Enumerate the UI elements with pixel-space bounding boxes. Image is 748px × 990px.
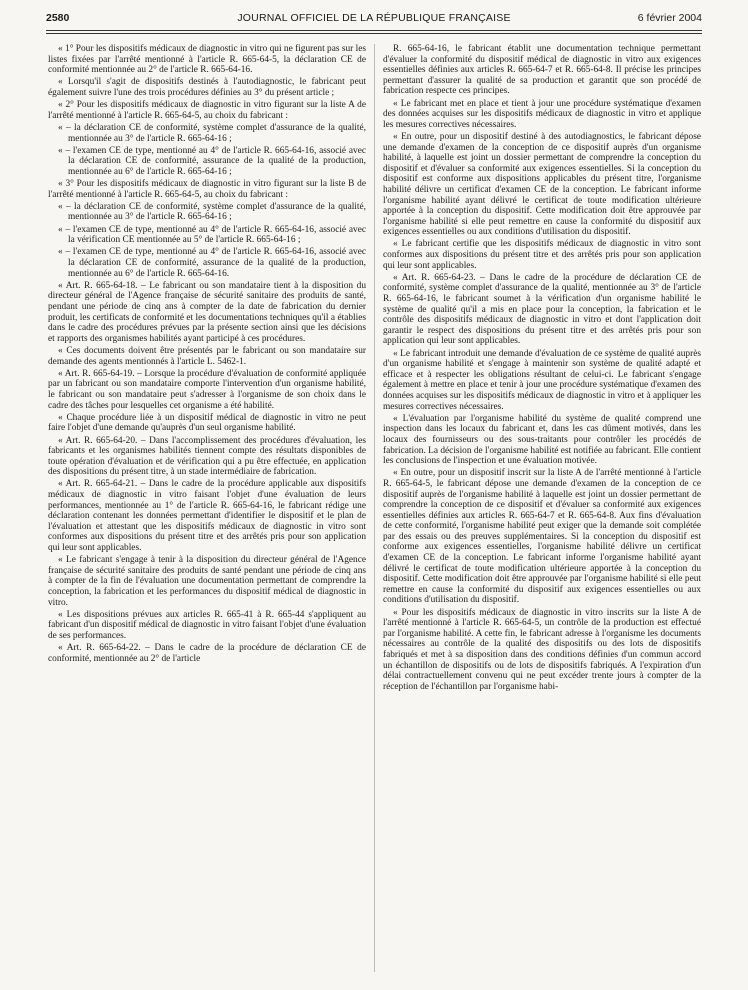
column-divider xyxy=(374,44,375,972)
header-rule-double xyxy=(46,33,702,34)
paragraph: « En outre, pour un dispositif destiné à des autodiagnostics, le fabricant dépose une demande d'examen de la conception de ce dispositif auprès d'un organisme habilité, à laquelle est joint un dossier permettant de comprendre la conception du dispositif et d'évaluer sa conformité aux exigences essentielles. Si la conception du dispositif est conforme aux dispositions applicables du présent titre, l'organisme habilité délivre un certificat d'examen CE de la conception. Le fabricant informe l'organisme habilité ayant délivré le certificat de toute modification ultérieure apportée à la conception du dispositif. Cette modification doit être approuvée par l'organisme habilité si elle peut remettre en cause la conformité du dispositif aux exigences essentielles ou aux conditions d'utilisation du dispositif. xyxy=(383,131,701,238)
paragraph: « 1° Pour les dispositifs médicaux de diagnostic in vitro qui ne figurent pas sur les listes fixées par l'arrêté mentionné à l'article R. 665-64-5, la déclaration CE de conformité mentionnée au 2° de l'article R. 665-64-16. xyxy=(48,44,366,76)
list-item: « – l'examen CE de type, mentionné au 4° de l'article R. 665-64-16, associé avec la déclaration CE de conformité, assurance de la qualité de la production, mentionnée au 6° de l'article R. 665-64-16 ; xyxy=(58,145,366,177)
page-header xyxy=(46,12,702,28)
paragraph: R. 665-64-16, le fabricant établit une documentation technique permettant d'évaluer la conformité du dispositif médical de diagnostic in vitro aux exigences essentielles définies aux articles R. 665-64-7 et R. 665-64-8. Il précise les principes permettant d'assurer la qualité de sa production et garantit que son procédé de fabrication respecte ces principes. xyxy=(383,44,701,97)
paragraph: « En outre, pour un dispositif inscrit sur la liste A de l'arrêté mentionné à l'article R. 665-64-5, le fabricant dépose une demande d'examen de la conception de ce dispositif auprès de l'organisme habilité à laquelle est joint un dossier permettant de comprendre la conception de ce dispositif et d'évaluer sa conformité aux exigences essentielles définies aux articles R. 665-64-7 et R. 665-64-8. Aux fins d'évaluation de cette conformité, l'organisme habilité peut exiger que la demande soit complétée par des essais ou des preuves supplémentaires. Si la conception du dispositif est conforme aux exigences essentielles, l'organisme habilité délivre un certificat d'examen CE de la conception. Le fabricant informe l'organisme habilité ayant délivré le certificat de toute modification ultérieure apportée à la conception du dispositif. Cette modification doit être approuvée par l'organisme habilité si elle peut remettre en cause la conformité du dispositif aux exigences essentielles ou aux conditions d'utilisation du dispositif. xyxy=(383,468,701,606)
paragraph: « Art. R. 665-64-18. – Le fabricant ou son mandataire tient à la disposition du directeur général de l'Agence française de sécurité sanitaire des produits de santé, pendant une période de cinq ans à compter de la date de fabrication du dernier produit, les certificats de conformité et les documentations techniques qu'il a établies dans le cadre des procédures prévues par la présente section ainsi que les décisions et rapports des organismes habilités ayant participé à ces procédures. xyxy=(48,280,366,344)
paragraph: « Les dispositions prévues aux articles R. 665-41 à R. 665-44 s'appliquent au fabricant d'un dispositif médical de diagnostic in vitro faisant l'objet d'une évaluation de ses performances. xyxy=(48,609,366,641)
publication-date: 6 février 2004 xyxy=(637,12,702,24)
list-item: « – l'examen CE de type, mentionné au 4° de l'article R. 665-64-16, associé avec la déclaration CE de conformité, assurance de la qualité de la production, mentionnée au 6° de l'article R. 665-64-16. xyxy=(58,247,366,279)
list-item: « – la déclaration CE de conformité, système complet d'assurance de la qualité, mentionnée au 3° de l'article R. 665-64-16 ; xyxy=(58,201,366,223)
right-column xyxy=(383,44,701,972)
paragraph: « Ces documents doivent être présentés par le fabricant ou son mandataire sur demande des agents mentionnés à l'article L. 5462-1. xyxy=(48,345,366,367)
paragraph: « Chaque procédure liée à un dispositif médical de diagnostic in vitro ne peut faire l'objet d'une demande qu'auprès d'un seul organisme habilité. xyxy=(48,412,366,434)
paragraph: « Art. R. 665-64-20. – Dans l'accomplissement des procédures d'évaluation, les fabricants et les organismes habilités tiennent compte des résultats disponibles de toute opération d'évaluation et de vérification qui a pu être effectuée, en application des dispositions du présent titre, à un stade intermédiaire de fabrication. xyxy=(48,435,366,478)
paragraph: « Art. R. 665-64-23. – Dans le cadre de la procédure de déclaration CE de conformité, système complet d'assurance de la qualité, mentionnée au 3° de l'article R. 665-64-16, le fabricant soumet à la vérification d'un organisme habilité le système de qualité qu'il a mis en place pour la conception, la fabrication et le contrôle des dispositifs médicaux de diagnostic in vitro et dont l'application doit garantir le respect des dispositions du présent titre et des arrêtés pris pour son application qui leur sont applicables. xyxy=(383,272,701,347)
list-item: « – l'examen CE de type, mentionné au 4° de l'article R. 665-64-16, associé avec la vérification CE mentionnée au 5° de l'article R. 665-64-16 ; xyxy=(58,224,366,246)
paragraph: « Art. R. 665-64-19. – Lorsque la procédure d'évaluation de conformité appliquée par un fabricant ou son mandataire comporte l'intervention d'un organisme habilité, le fabricant ou son mandataire peut s'adresser à l'organisme de son choix dans le cadre des tâches pour lesquelles cet organisme a été habilité. xyxy=(48,368,366,411)
paragraph: « Le fabricant introduit une demande d'évaluation de ce système de qualité auprès d'un organisme habilité et s'engage à maintenir son système de qualité adapté et efficace et à respecter les obligations résultant de celui-ci. Le fabricant s'engage également à mettre en place et tenir à jour une procédure systématique d'examen des données acquises sur les dispositifs médicaux de diagnostic in vitro et à appliquer les mesures correctives nécessaires. xyxy=(383,348,701,412)
journal-title: JOURNAL OFFICIEL DE LA RÉPUBLIQUE FRANÇAISE xyxy=(237,12,511,24)
header-rule xyxy=(46,30,702,31)
paragraph: « Pour les dispositifs médicaux de diagnostic in vitro inscrits sur la liste A de l'arrêté mentionné à l'article R. 665-64-5, un contrôle de la production est effectué par l'organisme habilité. A cette fin, le fabricant adresse à l'organisme les documents nécessaires au contrôle de la qualité des dispositifs ou des lots de dispositifs fabriqués et met à sa disposition dans des conditions définies d'un commun accord un échantillon de dispositifs ou de lots de dispositifs fabriqués. A l'expiration d'un délai contractuellement convenu qui ne peut excéder trente jours à compter de la réception de l'échantillon par l'organisme habi- xyxy=(383,607,701,692)
list-item: « – la déclaration CE de conformité, système complet d'assurance de la qualité, mentionnée au 3° de l'article R. 665-64-16 ; xyxy=(58,122,366,144)
paragraph: « Art. R. 665-64-21. – Dans le cadre de la procédure applicable aux dispositifs médicaux de diagnostic in vitro faisant l'objet d'une évaluation de leurs performances, mentionnée au 1° de l'article R. 665-64-16, le fabricant rédige une déclaration contenant les données permettant d'identifier le dispositif et le plan de l'évaluation et attestant que les dispositifs médicaux de diagnostic in vitro sont conformes aux dispositions du présent titre et des arrêtés pris pour son application qui leur sont applicables. xyxy=(48,479,366,554)
paragraph: « Le fabricant met en place et tient à jour une procédure systématique d'examen des données acquises sur les dispositifs médicaux de diagnostic in vitro et applique les mesures correctives nécessaires. xyxy=(383,98,701,130)
paragraph: « L'évaluation par l'organisme habilité du système de qualité comprend une inspection dans les locaux du fabricant et, dans les cas dûment motivés, dans les locaux des fournisseurs ou des sous-traitants pour contrôler les procédés de fabrication. La décision de l'organisme habilité est notifiée au fabricant. Elle contient les conclusions de l'inspection et une évaluation motivée. xyxy=(383,413,701,467)
paragraph: « Le fabricant certifie que les dispositifs médicaux de diagnostic in vitro sont conformes aux dispositions du présent titre et des arrêtés pris pour son application qui leur sont applicables. xyxy=(383,239,701,271)
paragraph: « Art. R. 665-64-22. – Dans le cadre de la procédure de déclaration CE de conformité, mentionnée au 2° de l'article xyxy=(48,643,366,664)
page-number: 2580 xyxy=(46,12,70,24)
paragraph: « 2° Pour les dispositifs médicaux de diagnostic in vitro figurant sur la liste A de l'arrêté mentionné à l'article R. 665-64-5, au choix du fabricant : xyxy=(48,100,366,121)
paragraph: « Le fabricant s'engage à tenir à la disposition du directeur général de l'Agence française de sécurité sanitaire des produits de santé pendant une période de cinq ans à compter de la fin de l'évaluation une documentation permettant de comprendre la conception, la fabrication et les performances du dispositif médical de diagnostic in vitro. xyxy=(48,555,366,608)
paragraph: « 3° Pour les dispositifs médicaux de diagnostic in vitro figurant sur la liste B de l'arrêté mentionné à l'article R. 665-64-5, au choix du fabricant : xyxy=(48,179,366,200)
paragraph: « Lorsqu'il s'agit de dispositifs destinés à l'autodiagnostic, le fabricant peut également suivre l'une des trois procédures définies au 3° du présent article ; xyxy=(48,77,366,98)
left-column xyxy=(48,44,366,972)
